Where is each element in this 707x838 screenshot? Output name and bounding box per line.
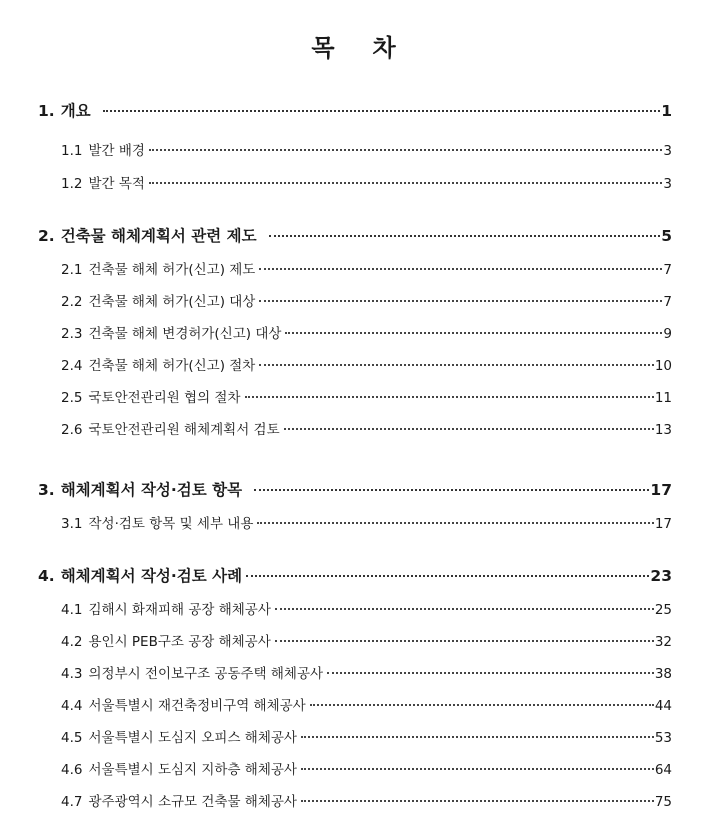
toc-section[interactable] (38, 630, 672, 650)
toc-chapter-label: 건축물 해체계획서 관련 제도 (60, 227, 257, 245)
dot-leader (103, 110, 661, 112)
toc-section[interactable] (38, 758, 672, 778)
dot-leader (149, 149, 662, 151)
toc-section-number: 2.1 (61, 262, 83, 278)
toc-chapter-number: 3. (38, 481, 55, 499)
toc-section-label: 건축물 해체 허가(신고) 절차 (88, 358, 256, 374)
dot-leader (259, 300, 662, 302)
toc-section-label: 서울특별시 도심지 오피스 해체공사 (88, 730, 297, 746)
toc-section[interactable] (38, 512, 672, 532)
toc-section[interactable] (38, 258, 672, 278)
toc-page-number: 17 (650, 481, 672, 499)
toc-section-number: 2.2 (61, 294, 83, 310)
toc-chapter[interactable] (38, 564, 672, 586)
toc-page-number: 3 (663, 143, 672, 159)
toc-chapter-title (38, 224, 257, 246)
toc-section-title (61, 354, 255, 374)
dot-leader (301, 800, 654, 802)
toc-section-number: 4.6 (61, 762, 83, 778)
toc-section-number: 2.3 (61, 326, 83, 342)
toc-section-label: 서울특별시 재건축정비구역 해체공사 (88, 698, 306, 714)
toc-section-label: 용인시 PEB구조 공장 해체공사 (88, 634, 271, 650)
toc-section-number: 2.5 (61, 390, 83, 406)
toc-section-title (61, 630, 271, 650)
toc-chapter-title (38, 564, 242, 586)
dot-leader (259, 364, 653, 366)
toc-section-label: 서울특별시 도심지 지하층 해체공사 (88, 762, 297, 778)
toc-page-number: 17 (654, 516, 672, 532)
toc-page-number: 9 (663, 326, 672, 342)
toc-section-title (61, 322, 281, 342)
dot-leader (301, 768, 654, 770)
toc-section-label: 발간 목적 (88, 176, 145, 192)
toc-page-number: 3 (663, 176, 672, 192)
toc-section-title (61, 290, 255, 310)
dot-leader (285, 332, 662, 334)
toc-section[interactable] (38, 354, 672, 374)
toc-section[interactable] (38, 386, 672, 406)
toc-section-number: 4.1 (61, 602, 83, 618)
toc-section-title (61, 139, 145, 159)
dot-leader (284, 428, 654, 430)
toc-section-number: 3.1 (61, 516, 83, 532)
toc-section[interactable] (38, 139, 672, 159)
toc-page-number: 25 (654, 602, 672, 618)
dot-leader (310, 704, 654, 706)
toc-section-number: 4.4 (61, 698, 83, 714)
toc-chapter-number: 2. (38, 227, 55, 245)
toc-page-number: 23 (650, 567, 672, 585)
toc-section-title (61, 418, 280, 438)
toc-section[interactable] (38, 662, 672, 682)
toc-section-title (61, 694, 306, 714)
toc-page-number: 5 (661, 227, 672, 245)
toc-section-label: 의정부시 전이보구조 공동주택 해체공사 (88, 666, 324, 682)
toc-page-number: 10 (654, 358, 672, 374)
toc-page-number: 53 (654, 730, 672, 746)
toc-chapter-number: 1. (38, 102, 55, 120)
title-left: 목 (311, 34, 335, 62)
toc-chapter-title (38, 99, 91, 121)
toc-section[interactable] (38, 790, 672, 810)
toc-section-label: 국토안전관리원 협의 절차 (88, 390, 241, 406)
dot-leader (301, 736, 654, 738)
dot-leader (269, 235, 661, 237)
toc-section-label: 건축물 해체 허가(신고) 제도 (88, 262, 256, 278)
toc-section[interactable] (38, 694, 672, 714)
toc-page-number: 7 (663, 294, 672, 310)
toc-section-number: 2.6 (61, 422, 83, 438)
toc-chapter-label: 해체계획서 작성·검토 사례 (60, 567, 243, 585)
dot-leader (257, 522, 653, 524)
toc-chapter-label: 해체계획서 작성·검토 항목 (60, 481, 243, 499)
toc-section-title (61, 790, 297, 810)
toc-section-title (61, 172, 145, 192)
toc-chapter[interactable] (38, 478, 672, 500)
toc-page-number: 11 (654, 390, 672, 406)
dot-leader (327, 672, 654, 674)
toc-page-number: 32 (654, 634, 672, 650)
toc-chapter-number: 4. (38, 567, 55, 585)
toc-section-number: 4.2 (61, 634, 83, 650)
toc-section-label: 국토안전관리원 해체계획서 검토 (88, 422, 280, 438)
toc-page-number: 44 (654, 698, 672, 714)
toc-page-number: 13 (654, 422, 672, 438)
toc-section-title (61, 726, 297, 746)
toc-page-number: 1 (661, 102, 672, 120)
toc-chapter-title (38, 478, 242, 500)
toc-section[interactable] (38, 322, 672, 342)
toc-section-title (61, 758, 297, 778)
dot-leader (275, 640, 654, 642)
toc-section-title (61, 386, 241, 406)
toc-section[interactable] (38, 172, 672, 192)
toc-section-title (61, 662, 323, 682)
toc-section[interactable] (38, 598, 672, 618)
toc-section-number: 4.7 (61, 794, 83, 810)
toc-section-label: 김해시 화재피해 공장 해체공사 (88, 602, 271, 618)
toc-section-number: 1.1 (61, 143, 83, 159)
toc-section[interactable] (38, 726, 672, 746)
toc-section-title (61, 598, 271, 618)
toc-page-number: 38 (654, 666, 672, 682)
toc-section-title (61, 512, 253, 532)
toc-chapter-label: 개요 (60, 102, 91, 120)
toc-section-number: 2.4 (61, 358, 83, 374)
toc-section-number: 1.2 (61, 176, 83, 192)
toc-section-label: 작성·검토 항목 및 세부 내용 (88, 516, 254, 532)
dot-leader (259, 268, 662, 270)
toc-section[interactable] (38, 290, 672, 310)
dot-leader (245, 396, 654, 398)
dot-leader (246, 575, 649, 577)
toc-chapter[interactable] (38, 224, 672, 246)
title-right: 차 (372, 34, 396, 62)
dot-leader (149, 182, 662, 184)
toc-section-label: 발간 배경 (88, 143, 145, 159)
toc-section-label: 건축물 해체 허가(신고) 대상 (88, 294, 256, 310)
dot-leader (254, 489, 649, 491)
toc-section-label: 광주광역시 소규모 건축물 해체공사 (88, 794, 297, 810)
dot-leader (275, 608, 654, 610)
toc-page-number: 75 (654, 794, 672, 810)
toc-section-number: 4.3 (61, 666, 83, 682)
toc-page-number: 7 (663, 262, 672, 278)
toc-section-label: 건축물 해체 변경허가(신고) 대상 (88, 326, 282, 342)
toc-section-number: 4.5 (61, 730, 83, 746)
toc-chapter[interactable] (38, 99, 672, 121)
page-title (0, 28, 707, 63)
toc-section[interactable] (38, 418, 672, 438)
toc-section-title (61, 258, 255, 278)
toc-page-number: 64 (654, 762, 672, 778)
